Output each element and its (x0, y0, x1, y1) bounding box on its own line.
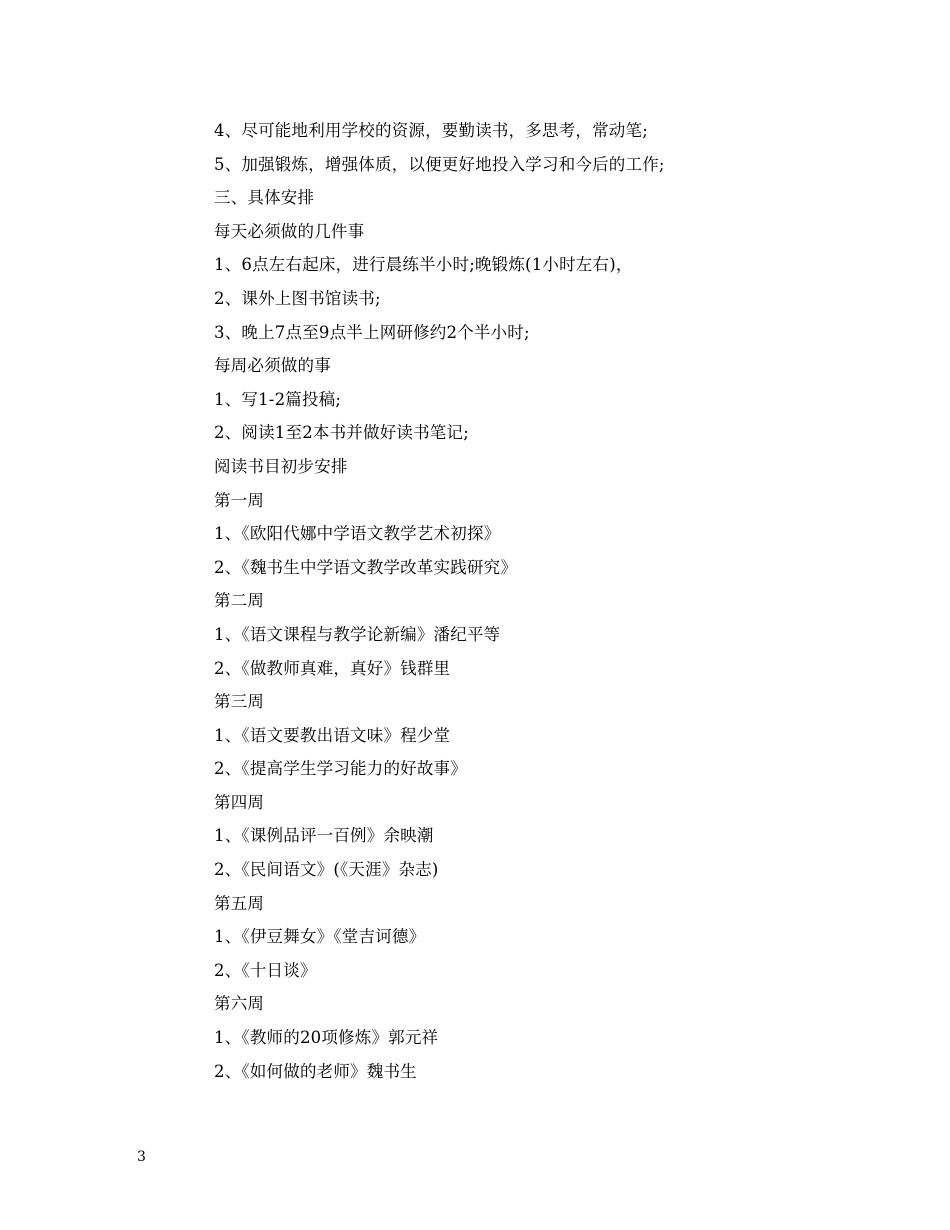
week-heading: 第三周 (214, 692, 265, 712)
book-item: 2、《魏书生中学语文教学改革实践研究》 (214, 557, 518, 577)
text-line: 5、加强锻炼，增强体质，以便更好地投入学习和今后的工作; (214, 154, 665, 174)
week-heading: 第四周 (214, 792, 265, 812)
book-item: 1、《语文要教出语文味》程少堂 (214, 725, 451, 745)
book-item: 1、《欧阳代娜中学语文教学艺术初探》 (214, 524, 501, 544)
text-line: 4、尽可能地利用学校的资源，要勤读书，多思考，常动笔; (214, 121, 648, 140)
week-heading: 第五周 (214, 893, 265, 913)
subheading: 阅读书目初步安排 (214, 456, 348, 476)
week-heading: 第二周 (214, 591, 265, 611)
week-heading: 第六周 (214, 994, 265, 1014)
book-item: 1、《教师的20项修炼》郭元祥 (214, 1028, 439, 1048)
text-line: 2、课外上图书馆读书; (214, 288, 381, 308)
subheading: 每天必须做的几件事 (214, 221, 365, 241)
section-heading: 三、具体安排 (214, 188, 315, 208)
book-item: 2、《提高学生学习能力的好故事》 (214, 759, 467, 779)
text-line: 1、6点左右起床，进行晨练半小时;晚锻炼(1小时左右)， (214, 255, 633, 275)
text-line: 2、阅读1至2本书并做好读书笔记; (214, 423, 469, 443)
book-item: 2、《如何做的老师》魏书生 (214, 1061, 417, 1081)
text-line: 1、写1-2篇投稿; (214, 389, 342, 409)
book-item: 1、《课例品评一百例》余映潮 (214, 826, 434, 846)
book-item: 2、《民间语文》(《天涯》杂志) (214, 860, 439, 880)
document-body (214, 114, 834, 1088)
page-number: 3 (137, 1149, 146, 1165)
book-item: 2、《十日谈》 (214, 960, 317, 980)
book-item: 2、《做教师真难，真好》钱群里 (214, 658, 451, 678)
subheading: 每周必须做的事 (214, 356, 331, 376)
week-heading: 第一周 (214, 490, 265, 510)
book-item: 1、《伊豆舞女》《堂吉诃德》 (214, 927, 426, 947)
text-line: 3、晚上7点至9点半上网研修约2个半小时; (214, 322, 530, 342)
book-item: 1、《语文课程与教学论新编》潘纪平等 (214, 624, 501, 644)
